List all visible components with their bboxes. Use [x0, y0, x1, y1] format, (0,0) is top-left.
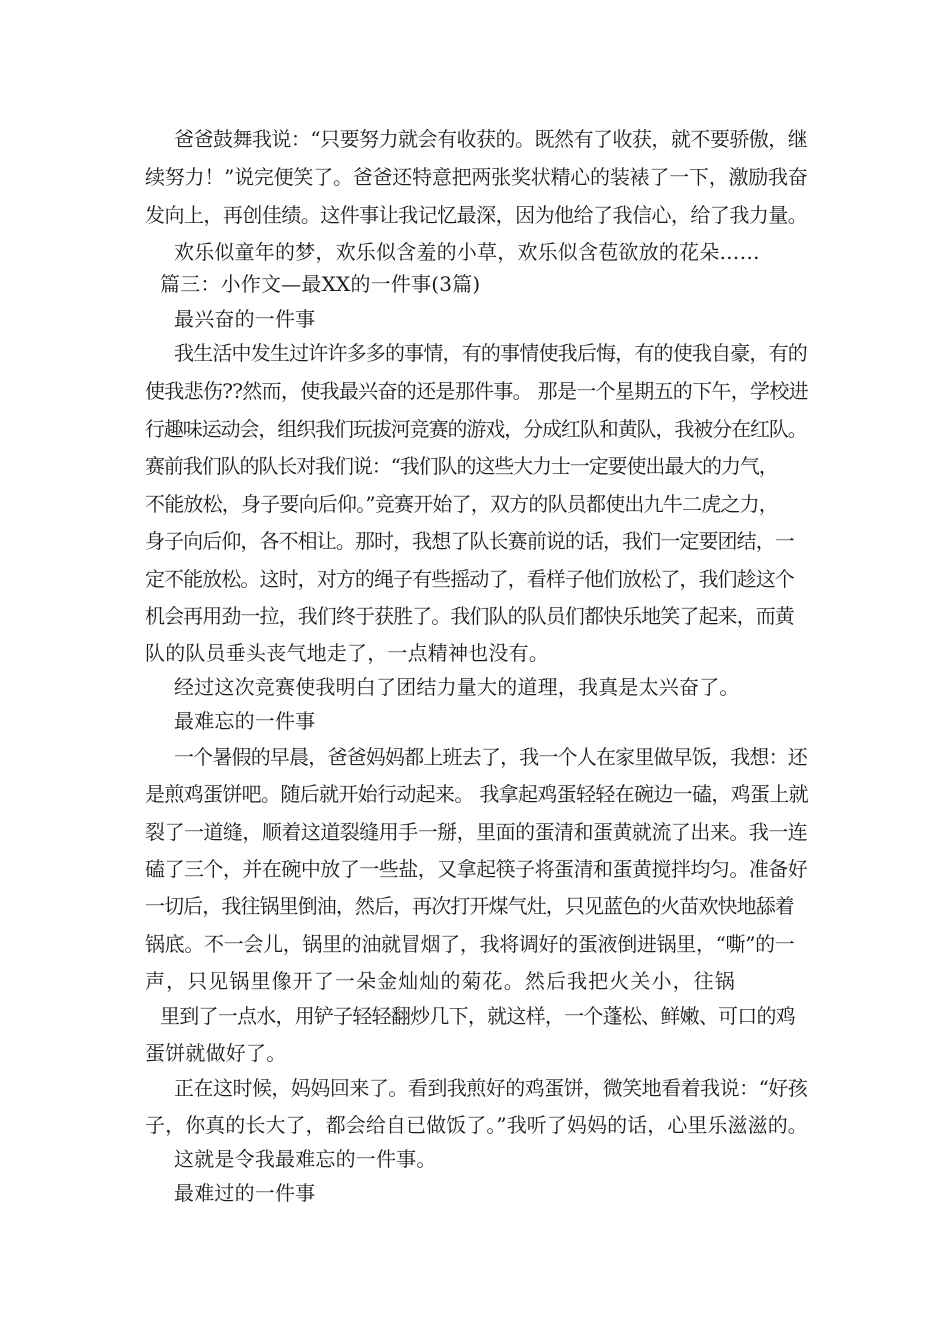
text-line: 经过这次竞赛使我明白了团结力量大的道理，我真是太兴奋了。: [174, 675, 740, 699]
text-line: 一个暑假的早晨，爸爸妈妈都上班去了，我一个人在家里做早饭，我想：还: [174, 745, 807, 769]
text-line: 发向上，再创佳绩。这件事让我记忆最深，因为他给了我信心，给了我力量。: [145, 203, 808, 227]
text-line: 欢乐似童年的梦，欢乐似含羞的小草，欢乐似含苞欲放的花朵……: [174, 240, 760, 264]
text-line: 赛前我们队的队长对我们说：“我们队的这些大力士一定要使出最大的力气，: [145, 454, 778, 478]
subsection-heading: 最兴奋的一件事: [174, 307, 316, 331]
text-line: 队的队员垂头丧气地走了，一点精神也没有。: [145, 641, 549, 665]
text-line: 子，你真的长大了，都会给自已做饭了。”我听了妈妈的话，心里乐滋滋的。: [145, 1113, 808, 1137]
text-line: 这就是令我最难忘的一件事。: [174, 1147, 437, 1171]
text-line: 机会再用劲一拉，我们终于获胜了。我们队的队员们都快乐地笑了起来，而黄: [145, 604, 794, 628]
text-line: 行趣味运动会，组织我们玩拔河竞赛的游戏，分成红队和黄队，我被分在红队。: [145, 417, 807, 441]
text-line: 声，只见锅里像开了一朵金灿灿的菊花。然后我把火关小，往锅: [145, 969, 736, 993]
text-line: 爸爸鼓舞我说：“只要努力就会有收获的。既然有了收获，就不要骄傲，继: [174, 127, 808, 151]
text-line: 定不能放松。这时，对方的绳子有些摇动了，看样子他们放松了，我们趁这个: [145, 567, 794, 591]
text-line: 是煎鸡蛋饼吧。随后就开始行动起来。 我拿起鸡蛋轻轻在碗边一磕，鸡蛋上就: [145, 782, 808, 806]
text-line: 使我悲伤??然而，使我最兴奋的还是那件事。 那是一个星期五的下午，学校进: [145, 379, 808, 403]
subsection-heading: 最难忘的一件事: [174, 709, 316, 733]
text-line: 不能放松，身子要向后仰。”竞赛开始了，双方的队员都使出九牛二虎之力，: [145, 492, 778, 516]
text-line: 身子向后仰，各不相让。那时，我想了队长赛前说的话，我们一定要团结，一: [145, 529, 794, 553]
text-line: 我生活中发生过许许多多的事情，有的事情使我后悔，有的使我自豪，有的: [174, 341, 807, 365]
text-line: 锅底。不一会儿，锅里的油就冒烟了，我将调好的蛋液倒进锅里，“嘶”的一: [145, 932, 795, 956]
text-line: 正在这时候，妈妈回来了。看到我煎好的鸡蛋饼，微笑地看着我说：“好孩: [174, 1076, 808, 1100]
text-line: 一切后，我往锅里倒油，然后，再次打开煤气灶，只见蓝色的火苗欢快地舔着: [145, 894, 794, 918]
text-line: 蛋饼就做好了。: [145, 1041, 287, 1065]
text-line: 里到了一点水，用铲子轻轻翻炒几下，就这样，一个蓬松、鲜嫩、可口的鸡: [160, 1004, 796, 1028]
text-line: 裂了一道缝，顺着这道裂缝用手一掰，里面的蛋清和蛋黄就流了出来。我一连: [145, 820, 808, 844]
subsection-heading: 最难过的一件事: [174, 1181, 316, 1205]
text-line: 续努力！”说完便笑了。爸爸还特意把两张奖状精心的装裱了一下，激励我奋: [145, 165, 808, 189]
section-heading: 篇三：小作文—最XX的一件事(3篇): [160, 272, 481, 296]
text-line: 磕了三个，并在碗中放了一些盐，又拿起筷子将蛋清和蛋黄搅拌均匀。准备好: [145, 857, 808, 881]
